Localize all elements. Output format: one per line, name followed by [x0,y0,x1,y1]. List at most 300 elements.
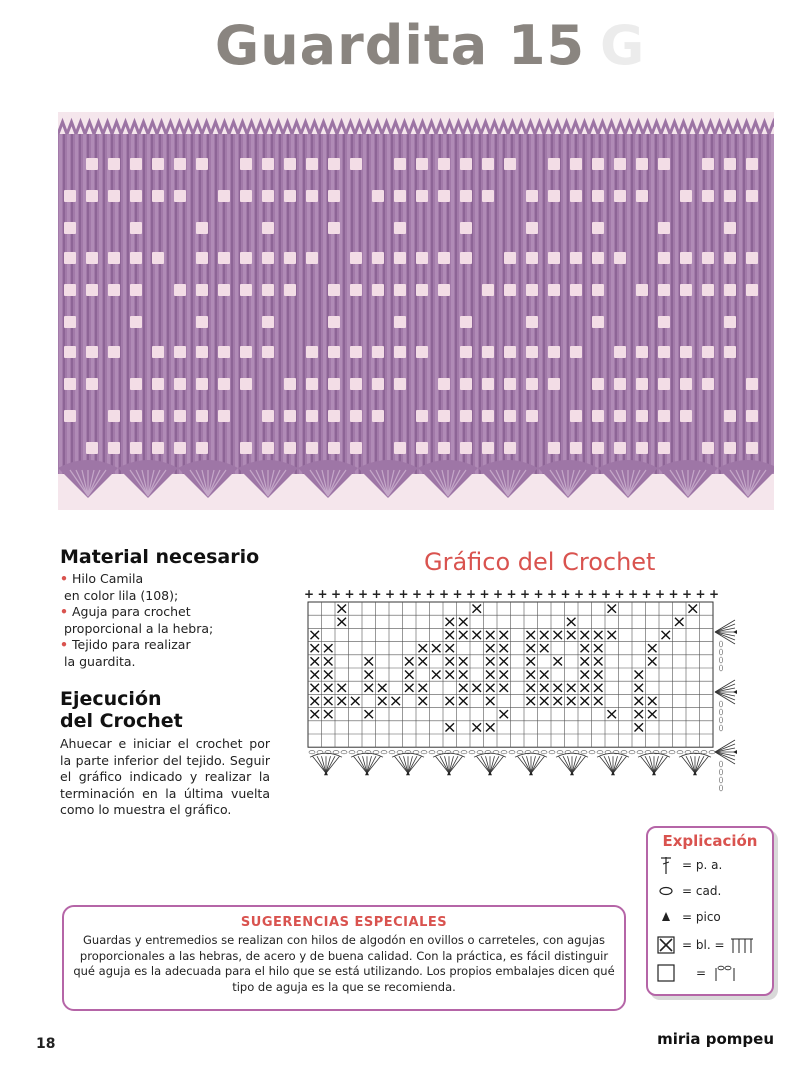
lace-mesh-hole [438,190,450,202]
lace-mesh-hole [196,284,208,296]
chart-edge-fan [563,756,572,773]
lace-mesh-hole [504,284,516,296]
lace-mesh-hole [438,410,450,422]
lace-mesh-hole [658,442,670,454]
material-list [60,571,295,670]
chart-edge-chain [621,751,627,754]
chart-edge-chain [557,751,563,754]
lace-mesh-hole [702,252,714,264]
material-item: proporcional a la hebra; [64,620,214,636]
lace-mesh-hole [548,442,560,454]
lace-mesh-hole [416,158,428,170]
lace-mesh-hole [416,442,428,454]
chart-plus-mark: + [628,587,639,601]
lace-mesh-hole [680,410,692,422]
lace-mesh-hole [284,410,296,422]
lace-mesh-hole [636,346,648,358]
lace-mesh-hole [130,378,142,390]
lace-mesh-hole [108,346,120,358]
lace-mesh-hole [438,252,450,264]
material-item: la guardita. [64,653,136,669]
lace-mesh-hole [702,346,714,358]
lace-mesh-hole [658,410,670,422]
lace-mesh-hole [394,378,406,390]
lace-mesh-hole [746,190,758,202]
chart-side-chain [719,701,722,707]
chart-edge-chain [661,751,667,754]
chart-edge-chain [333,751,339,754]
lace-mesh-hole [746,442,758,454]
chart-edge-chain [373,751,379,754]
chart-plus-mark: + [317,587,328,601]
lace-mesh-hole [86,284,98,296]
lace-mesh-hole [130,284,142,296]
lace-mesh-hole [64,190,76,202]
lace-mesh-hole [152,442,164,454]
lace-mesh-hole [240,190,252,202]
lace-mesh-hole [592,252,604,264]
lace-mesh-hole [196,346,208,358]
lace-mesh-hole [86,252,98,264]
chart-edge-chain [437,751,443,754]
lace-mesh-hole [724,346,736,358]
open-square-icon [656,963,676,983]
chart-plus-mark: + [587,587,598,601]
lace-mesh-hole [174,378,186,390]
chart-plus-mark: + [641,587,652,601]
lace-mesh-hole [372,410,384,422]
chart-edge-chain [421,751,427,754]
lace-mesh-hole [306,378,318,390]
lace-mesh-hole [416,252,428,264]
chart-edge-chain [493,751,499,754]
chart-edge-fan [449,756,458,773]
chart-edge-chain [597,751,603,754]
lace-mesh-hole [746,410,758,422]
lace-mesh-hole [306,158,318,170]
chart-edge-fan [440,756,449,773]
lace-mesh-hole [306,190,318,202]
lace-mesh-hole [746,284,758,296]
chart-plus-mark: + [695,587,706,601]
chart-edge-fan [654,756,663,773]
lace-mesh-hole [262,410,274,422]
material-heading: Material necesario [60,546,260,568]
explicacion-legend [646,826,774,996]
lace-mesh-hole [702,158,714,170]
chart-plus-mark: + [655,587,666,601]
lace-mesh-hole [218,410,230,422]
lace-mesh-hole [548,252,560,264]
lace-mesh-hole [372,190,384,202]
chart-edge-fan [613,756,622,773]
lace-mesh-hole [284,190,296,202]
lace-mesh-hole [504,158,516,170]
chart-edge-chain [477,751,483,754]
lace-mesh-hole [240,252,252,264]
lace-mesh-hole [614,346,626,358]
lace-mesh-hole [482,346,494,358]
lace-mesh-hole [416,410,428,422]
page-number: 18 [36,1036,56,1052]
legend-row-pico: = pico [656,906,721,928]
chart-edge-chain [309,751,315,754]
chart-side-fan [715,624,735,632]
lace-mesh-hole [64,284,76,296]
lace-mesh-hole [350,284,362,296]
chart-side-picot [733,690,737,694]
chart-plus-mark: + [614,587,625,601]
four-double-crochet-icon [729,935,755,955]
chart-side-fan [715,744,735,752]
lace-mesh-hole [702,284,714,296]
lace-mesh-hole [636,378,648,390]
lace-mesh-hole [592,222,604,234]
lace-mesh-hole [328,158,340,170]
chart-edge-chain [701,751,707,754]
lace-mesh-hole [130,410,142,422]
chart-edge-chain [453,751,459,754]
chart-plus-mark: + [668,587,679,601]
legend-row-cad: = cad. [656,880,721,902]
lace-mesh-hole [592,442,604,454]
lace-mesh-hole [284,378,296,390]
picot-triangle-icon [656,907,676,927]
ejecucion-heading-line2: del Crochet [60,710,183,732]
lace-mesh-hole [284,158,296,170]
chart-side-chain [719,665,722,671]
lace-mesh-hole [482,378,494,390]
lace-mesh-hole [152,252,164,264]
lace-mesh-hole [240,442,252,454]
lace-mesh-hole [64,316,76,328]
chart-edge-fan [695,756,704,773]
lace-mesh-hole [570,442,582,454]
open-mesh-symbol-icon [712,963,738,983]
chain-oval-icon [656,881,676,901]
lace-mesh-hole [724,284,736,296]
lace-mesh-hole [702,378,714,390]
lace-mesh-hole [196,252,208,264]
lace-mesh-hole [86,442,98,454]
lace-mesh-hole [592,378,604,390]
page-title: Guardita 15 [214,14,586,77]
material-section [60,546,295,670]
chart-edge-chain [549,751,555,754]
chart-edge-fan [686,756,695,773]
lace-mesh-hole [614,378,626,390]
lace-mesh-hole [636,158,648,170]
chart-plus-mark: + [682,587,693,601]
chart-side-fan [715,692,735,700]
chart-edge-chain [413,751,419,754]
lace-mesh-hole [328,410,340,422]
chart-side-chain [719,641,722,647]
lace-mesh-hole [592,316,604,328]
chart-side-chain [719,717,722,723]
lace-mesh-hole [196,378,208,390]
double-crochet-symbol-icon [656,855,676,875]
lace-mesh-hole [174,442,186,454]
lace-mesh-hole [64,222,76,234]
lace-mesh-hole [350,158,362,170]
lace-mesh-hole [614,442,626,454]
chart-edge-fan [645,756,654,773]
lace-mesh-hole [394,346,406,358]
chart-plus-mark: + [344,587,355,601]
lace-mesh-hole [724,158,736,170]
lace-mesh-hole [460,316,472,328]
lace-mesh-hole [240,158,252,170]
lace-mesh-hole [108,442,120,454]
lace-mesh-hole [372,252,384,264]
chart-edge-fan [604,756,613,773]
chart-side-picot [733,750,737,754]
chart-plus-mark: + [385,587,396,601]
material-item: • Aguja para crochet [60,604,191,619]
lace-mesh-hole [702,442,714,454]
sugerencias-title: SUGERENCIAS ESPECIALES [240,915,448,930]
lace-mesh-hole [350,252,362,264]
lace-mesh-hole [262,284,274,296]
chart-edge-chain [645,751,651,754]
lace-mesh-hole [108,284,120,296]
lace-mesh-hole [526,378,538,390]
lace-mesh-hole [592,410,604,422]
lace-mesh-hole [680,190,692,202]
chart-side-chain [719,769,722,775]
chart-edge-chain [709,751,715,754]
lace-mesh-hole [658,252,670,264]
lace-mesh-hole [416,284,428,296]
chart-edge-chain [357,751,363,754]
lace-mesh-hole [284,442,296,454]
lace-mesh-hole [460,158,472,170]
lace-mesh-hole [658,378,670,390]
chart-side-fan [715,684,735,692]
lace-mesh-hole [64,346,76,358]
lace-mesh-hole [548,284,560,296]
lace-mesh-hole [460,410,472,422]
chart-plus-mark: + [304,587,315,601]
title-ghost: G [600,14,645,77]
lace-mesh-hole [438,442,450,454]
lace-mesh-hole [196,316,208,328]
lace-mesh-hole [108,410,120,422]
lace-mesh-hole [218,284,230,296]
chart-side-chain [719,777,722,783]
lace-mesh-hole [240,378,252,390]
lace-mesh-hole [328,346,340,358]
lace-photo [58,112,774,510]
chart-edge-chain [501,751,507,754]
lace-mesh-hole [306,252,318,264]
chart-edge-fan [408,756,417,773]
lace-mesh-hole [526,252,538,264]
lace-mesh-hole [658,284,670,296]
lace-mesh-hole [174,190,186,202]
lace-mesh-hole [724,252,736,264]
chart-edge-chain [581,751,587,754]
chart-edge-fan [358,756,367,773]
crochet-chart-grid [300,580,770,815]
lace-mesh-hole [438,284,450,296]
chart-side-fan [715,632,735,640]
lace-mesh-hole [724,410,736,422]
lace-mesh-hole [108,252,120,264]
chart-side-chain [719,709,722,715]
chart-plus-mark: + [533,587,544,601]
lace-mesh-hole [570,158,582,170]
lace-mesh-hole [658,158,670,170]
lace-mesh-hole [680,346,692,358]
lace-mesh-hole [130,252,142,264]
lace-mesh-hole [108,190,120,202]
lace-mesh-hole [548,158,560,170]
lace-mesh-hole [592,284,604,296]
sugerencias-box [62,905,626,1011]
chart-plus-mark: + [331,587,342,601]
lace-mesh-hole [394,252,406,264]
lace-mesh-hole [526,190,538,202]
sugerencias-text: Guardas y entremedios se realizan con hilos de algodón en ovillos o carreteles, con agujas proporcionales a las hebras, de acero y de buena calidad. Con la práctica, es fácil distinguir qué aguja es la adecuada para el hilo que se está utilizando. Los propios embalajes dicen qué tipo de aguja es la que se recomienda. [73,933,615,994]
lace-mesh-hole [306,410,318,422]
lace-mesh-hole [570,190,582,202]
chart-edge-fan [367,756,376,773]
lace-mesh-hole [130,222,142,234]
lace-mesh-hole [64,378,76,390]
lace-mesh-hole [460,378,472,390]
chart-edge-chain [397,751,403,754]
lace-mesh-hole [284,284,296,296]
legend-row-pa: = p. a. [656,854,722,876]
lace-mesh-hole [636,190,648,202]
chart-edge-chain [685,751,691,754]
chart-edge-chain [541,751,547,754]
lace-mesh-hole [658,316,670,328]
chart-edge-fan [490,756,499,773]
lace-mesh-hole [394,284,406,296]
chart-plus-mark: + [520,587,531,601]
lace-mesh-hole [240,346,252,358]
lace-mesh-hole [394,316,406,328]
chart-plus-mark: + [412,587,423,601]
chart-plus-mark: + [479,587,490,601]
explicacion-title: Explicación [662,832,758,850]
chart-edge-fan [531,756,540,773]
lace-mesh-hole [570,284,582,296]
lace-mesh-hole [680,378,692,390]
chart-side-chain [719,761,722,767]
lace-mesh-hole [152,410,164,422]
lace-mesh-hole [350,346,362,358]
lace-mesh-hole [262,158,274,170]
lace-mesh-hole [614,190,626,202]
chart-plus-mark: + [452,587,463,601]
ejecucion-heading-line1: Ejecución [60,688,162,710]
chart-edge-chain [469,751,475,754]
chart-edge-chain [517,751,523,754]
lace-mesh-hole [328,284,340,296]
lace-mesh-hole [394,190,406,202]
chart-edge-fan [399,756,408,773]
lace-mesh-hole [372,378,384,390]
chart-plus-mark: + [506,587,517,601]
lace-mesh-hole [306,346,318,358]
lace-mesh-hole [460,190,472,202]
chart-edge-chain [429,751,435,754]
lace-mesh-hole [196,158,208,170]
lace-mesh-hole [372,284,384,296]
lace-mesh-hole [174,346,186,358]
lace-mesh-hole [174,284,186,296]
legend-row-open: = [656,962,744,984]
lace-mesh-hole [394,222,406,234]
lace-mesh-hole [482,410,494,422]
chart-edge-fan [522,756,531,773]
lace-mesh-hole [328,378,340,390]
lace-mesh-hole [350,442,362,454]
lace-mesh-hole [526,222,538,234]
lace-mesh-hole [174,410,186,422]
chart-plus-mark: + [547,587,558,601]
lace-mesh-hole [658,346,670,358]
lace-mesh-hole [482,190,494,202]
lace-mesh-hole [746,378,758,390]
chart-side-chain [719,785,722,791]
material-item: en color lila (108); [64,587,179,603]
chart-edge-chain [677,751,683,754]
lace-mesh-hole [438,378,450,390]
chart-plus-mark: + [466,587,477,601]
lace-mesh-hole [328,222,340,234]
chart-edge-fan [572,756,581,773]
lace-mesh-hole [262,190,274,202]
lace-mesh-hole [526,410,538,422]
chart-edge-chain [629,751,635,754]
chart-plus-mark: + [439,587,450,601]
lace-mesh-hole [130,442,142,454]
ejecucion-section [60,688,270,819]
lace-mesh-hole [702,190,714,202]
chart-edge-chain [637,751,643,754]
chart-plus-mark: + [560,587,571,601]
block-x-square-icon [656,935,676,955]
lace-mesh-hole [548,346,560,358]
lace-mesh-hole [328,190,340,202]
lace-mesh-hole [614,410,626,422]
lace-mesh-hole [152,158,164,170]
lace-mesh-hole [746,158,758,170]
chart-plus-mark: + [398,587,409,601]
chart-edge-chain [509,751,515,754]
lace-mesh-hole [504,378,516,390]
lace-mesh-hole [64,410,76,422]
lace-mesh-hole [372,346,384,358]
chart-side-chain [719,649,722,655]
lace-mesh-hole [680,252,692,264]
lace-mesh-hole [504,442,516,454]
lace-mesh-hole [416,190,428,202]
chart-side-chain [719,657,722,663]
material-item: • Tejido para realizar [60,637,191,652]
lace-mesh-hole [724,222,736,234]
lace-mesh-hole [284,252,296,264]
lace-mesh-hole [86,158,98,170]
chart-edge-chain [669,751,675,754]
lace-mesh-hole [152,378,164,390]
lace-mesh-hole [570,410,582,422]
